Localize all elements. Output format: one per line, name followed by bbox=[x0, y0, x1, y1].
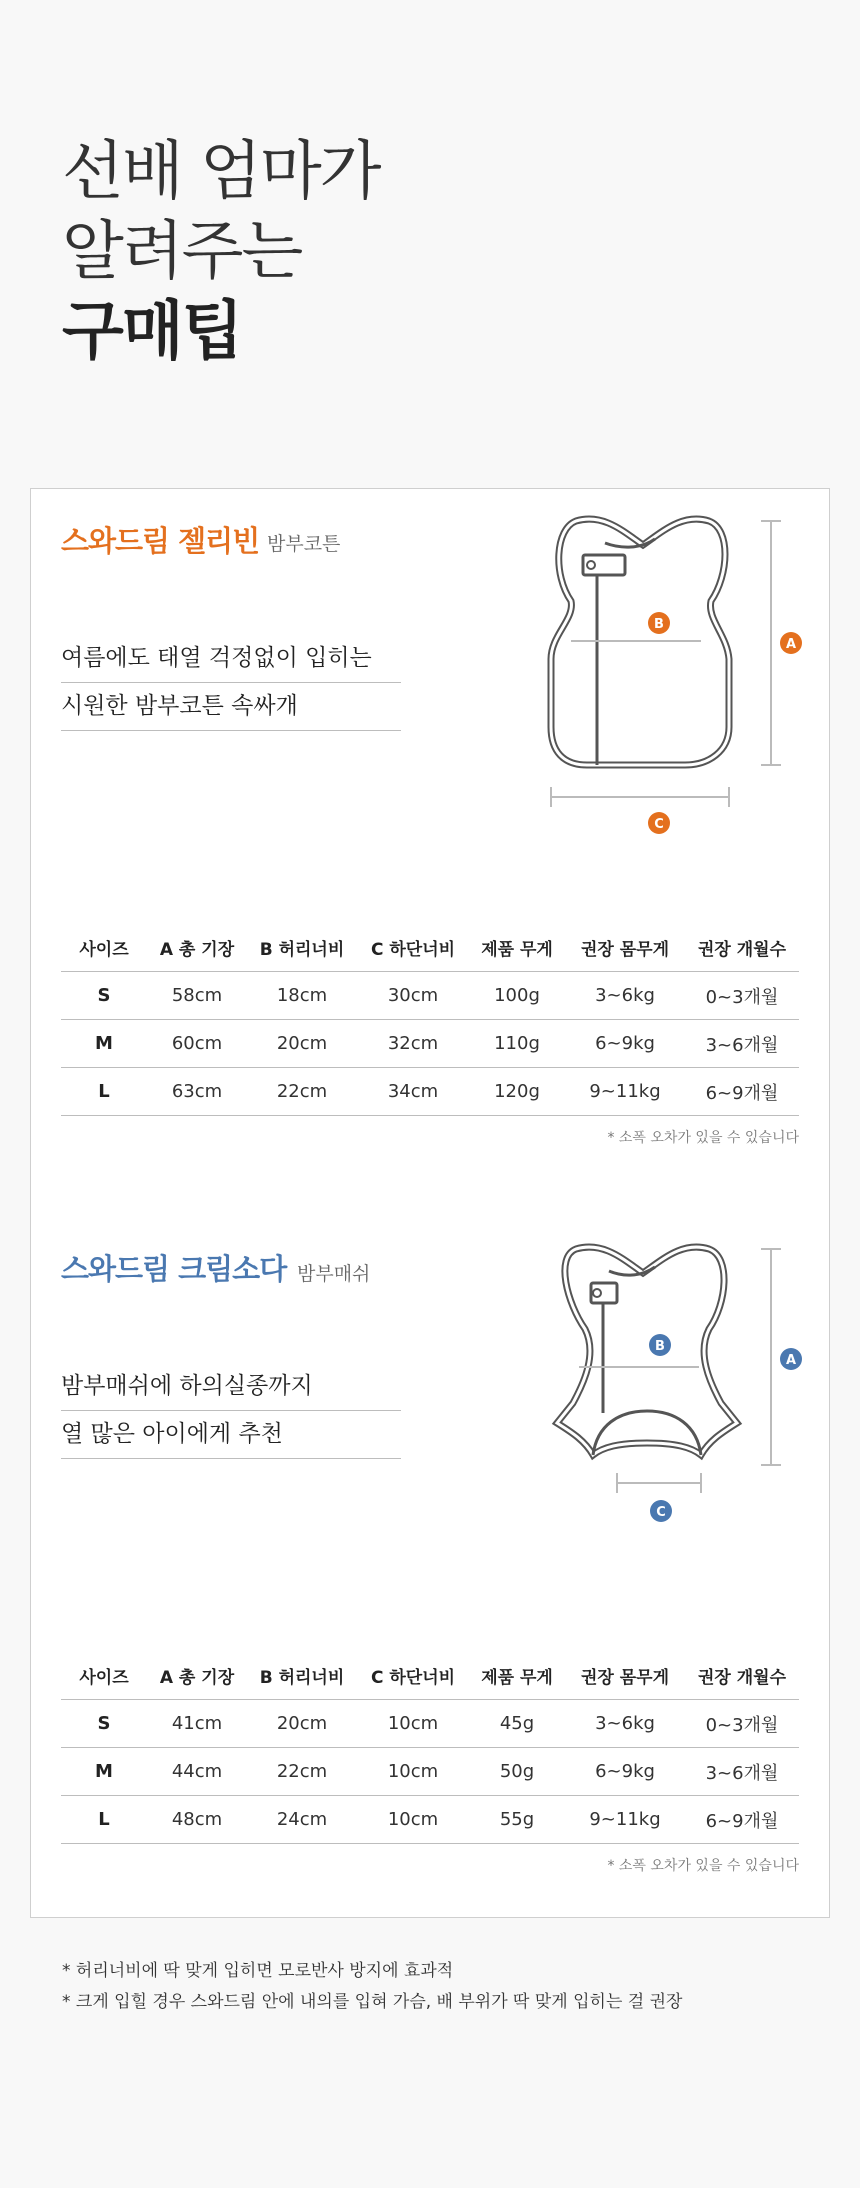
cell: 50g bbox=[469, 1748, 565, 1796]
product-1-desc-line-1: 여름에도 태열 걱정없이 입히는 bbox=[61, 635, 401, 683]
marker-c-label: C bbox=[654, 817, 664, 832]
cell: 0~3개월 bbox=[685, 1700, 799, 1748]
cell: 3~6개월 bbox=[685, 1020, 799, 1068]
product-2-note: * 소폭 오차가 있을 수 있습니다 bbox=[607, 1858, 799, 1874]
header-total-length: A 총 기장 bbox=[147, 923, 247, 972]
cell: L bbox=[61, 1796, 147, 1844]
dimension-c-line bbox=[551, 787, 729, 807]
product-2-title: 스와드림 크림소다 bbox=[61, 1252, 287, 1286]
cell: 32cm bbox=[357, 1020, 469, 1068]
header-bottom-width: C 하단너비 bbox=[357, 923, 469, 972]
headline-line-2: 알려주는 bbox=[62, 215, 302, 289]
marker-c bbox=[650, 1500, 672, 1522]
headline-line-3: 구매팁 bbox=[62, 295, 242, 369]
marker-a bbox=[780, 632, 802, 654]
cell: 110g bbox=[469, 1020, 565, 1068]
cell: 10cm bbox=[357, 1796, 469, 1844]
cell: 34cm bbox=[357, 1068, 469, 1116]
cell: 20cm bbox=[247, 1020, 357, 1068]
product-2-material: 밤부매쉬 bbox=[297, 1263, 371, 1285]
marker-b bbox=[649, 1334, 671, 1356]
marker-b-label: B bbox=[654, 617, 664, 632]
marker-a-label: A bbox=[785, 1353, 797, 1368]
table-row bbox=[61, 1068, 799, 1116]
table-row bbox=[61, 1796, 799, 1844]
cell: L bbox=[61, 1068, 147, 1116]
marker-b-label: B bbox=[655, 1339, 665, 1354]
cell: 45g bbox=[469, 1700, 565, 1748]
product-1-title: 스와드림 젤리빈 bbox=[61, 524, 260, 558]
table-row bbox=[61, 1020, 799, 1068]
marker-b bbox=[648, 612, 670, 634]
product-2-size-table bbox=[61, 1651, 799, 1844]
header-waist-width: B 허리너비 bbox=[247, 1651, 357, 1700]
product-2-desc-line-1: 밤부매쉬에 하의실종까지 bbox=[61, 1363, 401, 1411]
cell: 48cm bbox=[147, 1796, 247, 1844]
header-size: 사이즈 bbox=[61, 923, 147, 972]
cell: 41cm bbox=[147, 1700, 247, 1748]
header-recommended-months: 권장 개월수 bbox=[685, 923, 799, 972]
product-2-diagram bbox=[531, 1237, 821, 1597]
cell: 3~6kg bbox=[565, 1700, 685, 1748]
header-recommended-weight: 권장 몸무게 bbox=[565, 1651, 685, 1700]
cell: 20cm bbox=[247, 1700, 357, 1748]
table-header-row bbox=[61, 1651, 799, 1700]
marker-c bbox=[648, 812, 670, 834]
cell: 6~9kg bbox=[565, 1020, 685, 1068]
header-weight: 제품 무게 bbox=[469, 1651, 565, 1700]
cell: 10cm bbox=[357, 1700, 469, 1748]
product-1-note: * 소폭 오차가 있을 수 있습니다 bbox=[607, 1130, 799, 1146]
header-weight: 제품 무게 bbox=[469, 923, 565, 972]
header-total-length: A 총 기장 bbox=[147, 1651, 247, 1700]
product-2-description bbox=[61, 1363, 401, 1459]
product-2-desc-line-2: 열 많은 아이에게 추천 bbox=[61, 1411, 401, 1459]
header-recommended-months: 권장 개월수 bbox=[685, 1651, 799, 1700]
product-1-material: 밤부코튼 bbox=[267, 533, 341, 555]
cell: 6~9개월 bbox=[685, 1796, 799, 1844]
cell: 24cm bbox=[247, 1796, 357, 1844]
cell: S bbox=[61, 1700, 147, 1748]
cell: S bbox=[61, 972, 147, 1020]
dimension-a-line bbox=[761, 521, 781, 765]
cell: 120g bbox=[469, 1068, 565, 1116]
product-1-diagram bbox=[531, 509, 821, 899]
cell: M bbox=[61, 1748, 147, 1796]
footer-note-2: * 크게 입힐 경우 스와드림 안에 내의를 입혀 가슴, 배 부위가 딱 맞게 입히는 걸 권장 bbox=[62, 1992, 683, 2012]
header-size: 사이즈 bbox=[61, 1651, 147, 1700]
table-header-row bbox=[61, 923, 799, 972]
header-bottom-width: C 하단너비 bbox=[357, 1651, 469, 1700]
footer-note-1: * 허리너비에 딱 맞게 입히면 모로반사 방지에 효과적 bbox=[62, 1961, 454, 1981]
cell: 10cm bbox=[357, 1748, 469, 1796]
creamsoda-swaddle-outline bbox=[557, 1247, 737, 1455]
cell: 3~6kg bbox=[565, 972, 685, 1020]
cell: 0~3개월 bbox=[685, 972, 799, 1020]
marker-a bbox=[780, 1348, 802, 1370]
headline-line-1: 선배 엄마가 bbox=[62, 135, 380, 209]
cell: 58cm bbox=[147, 972, 247, 1020]
cell: 55g bbox=[469, 1796, 565, 1844]
cell: 100g bbox=[469, 972, 565, 1020]
cell: 6~9개월 bbox=[685, 1068, 799, 1116]
table-row bbox=[61, 1748, 799, 1796]
table-row bbox=[61, 1700, 799, 1748]
cell: 63cm bbox=[147, 1068, 247, 1116]
cell: 9~11kg bbox=[565, 1796, 685, 1844]
cell: 60cm bbox=[147, 1020, 247, 1068]
page-headline bbox=[62, 132, 379, 372]
size-guide-card bbox=[30, 488, 830, 1918]
dimension-a-line bbox=[761, 1249, 781, 1465]
cell: 22cm bbox=[247, 1068, 357, 1116]
cell: 22cm bbox=[247, 1748, 357, 1796]
dimension-c-line bbox=[617, 1473, 701, 1493]
cell: 6~9kg bbox=[565, 1748, 685, 1796]
jellybean-swaddle-outline bbox=[551, 519, 729, 765]
marker-c-label: C bbox=[656, 1505, 666, 1520]
product-1-desc-line-2: 시원한 밤부코튼 속싸개 bbox=[61, 683, 401, 731]
cell: 18cm bbox=[247, 972, 357, 1020]
header-recommended-weight: 권장 몸무게 bbox=[565, 923, 685, 972]
cell: M bbox=[61, 1020, 147, 1068]
marker-a-label: A bbox=[785, 637, 797, 652]
product-1-description bbox=[61, 635, 401, 731]
footer-notes bbox=[62, 1956, 682, 2018]
product-1-size-table bbox=[61, 923, 799, 1116]
cell: 3~6개월 bbox=[685, 1748, 799, 1796]
header-waist-width: B 허리너비 bbox=[247, 923, 357, 972]
cell: 44cm bbox=[147, 1748, 247, 1796]
table-row bbox=[61, 972, 799, 1020]
cell: 9~11kg bbox=[565, 1068, 685, 1116]
cell: 30cm bbox=[357, 972, 469, 1020]
